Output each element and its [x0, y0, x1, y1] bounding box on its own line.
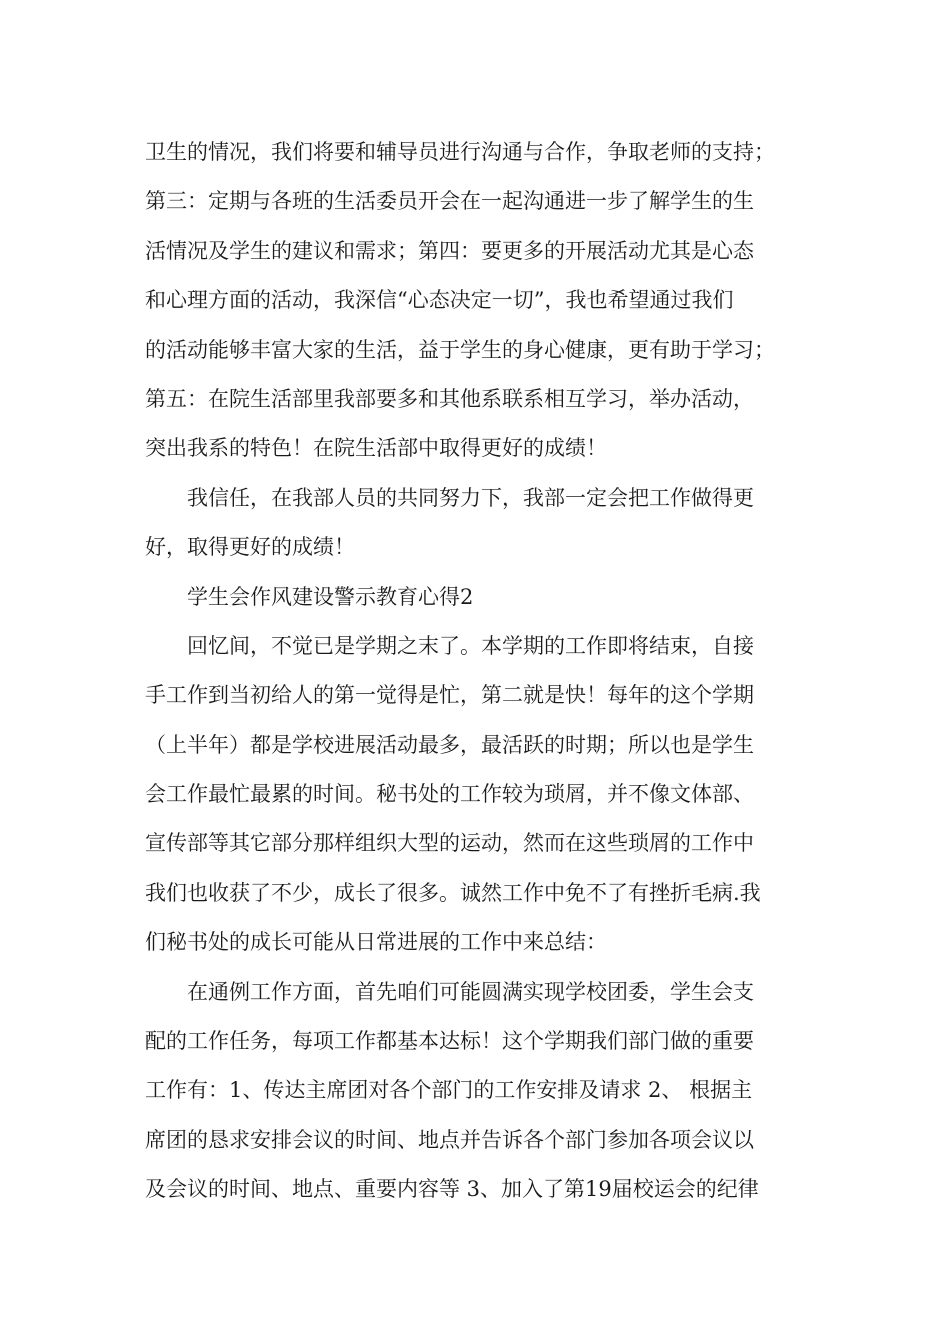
text-line: 会工作最忙最累的时间。秘书处的工作较为琐屑，并不像文体部、 [145, 782, 754, 807]
text-line: 宣传部等其它部分那样组织大型的运动，然而在这些琐屑的工作中 [145, 831, 754, 856]
text-line: 的活动能够丰富大家的生活，益于学生的身心健康，更有助于学习； [145, 337, 775, 362]
text-line: （上半年）都是学校进展活动最多，最活跃的时期；所以也是学生 [145, 732, 754, 757]
text-line: 手工作到当初给人的第一觉得是忙，第二就是快！每年的这个学期 [145, 683, 754, 708]
text-line: 第五：在院生活部里我部要多和其他系联系相互学习，举办活动， [145, 386, 754, 411]
text-line: 我信任，在我部人员的共同努力下，我部一定会把工作做得更 [187, 485, 754, 510]
text-line: 学生会作风建设警示教育心得2 [187, 584, 474, 609]
text-line: 席团的恳求安排会议的时间、地点并告诉各个部门参加各项会议以 [145, 1127, 754, 1152]
text-line: 卫生的情况，我们将要和辅导员进行沟通与合作，争取老师的支持； [145, 140, 775, 164]
text-line: 回忆间，不觉已是学期之末了。本学期的工作即将结束，自接 [187, 633, 754, 658]
text-line: 及会议的时间、地点、重要内容等 3、加入了第19届校运会的纪律 [145, 1177, 759, 1202]
text-line: 好，取得更好的成绩！ [145, 535, 355, 560]
text-line: 工作有：1、传达主席团对各个部门的工作安排及请求 2、 根据主 [145, 1078, 753, 1103]
text-line: 在通例工作方面，首先咱们可能圆满实现学校团委，学生会支 [187, 979, 754, 1004]
text-line: 活情况及学生的建议和需求；第四：要更多的开展活动尤其是心态 [145, 238, 754, 263]
document-body [145, 128, 835, 1215]
text-line: 我们也收获了不少，成长了很多。诚然工作中免不了有挫折毛病.我 [145, 880, 761, 905]
text-line: 配的工作任务，每项工作都基本达标！这个学期我们部门做的重要 [145, 1029, 754, 1054]
text-line: 突出我系的特色！在院生活部中取得更好的成绩！ [145, 436, 607, 461]
text-line: 第三：定期与各班的生活委员开会在一起沟通进一步了解学生的生 [145, 189, 754, 214]
text-line: 和心理方面的活动，我深信“心态决定一切”，我也希望通过我们 [145, 288, 734, 313]
text-line: 们秘书处的成长可能从日常进展的工作中来总结： [145, 930, 607, 955]
